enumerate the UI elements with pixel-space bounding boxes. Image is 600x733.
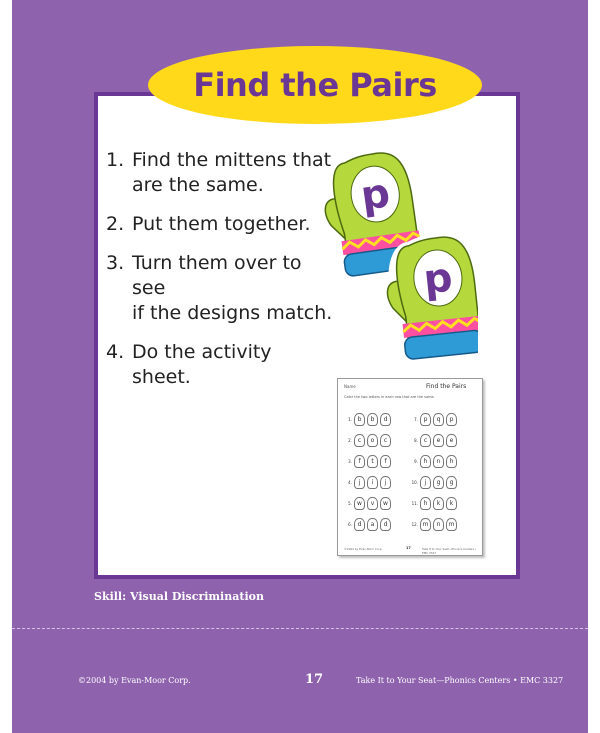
sheet-mitten-letter: f bbox=[380, 455, 391, 468]
mitten-letter: p bbox=[357, 170, 393, 220]
sheet-mitten-letter: e bbox=[433, 434, 444, 447]
step-1 bbox=[106, 148, 336, 198]
step-number: 1. bbox=[106, 149, 125, 171]
sheet-footer-left: ©2004 by Evan-Moor Corp. bbox=[344, 547, 383, 551]
sheet-name-label: Name bbox=[344, 384, 356, 389]
sheet-mitten-letter: n bbox=[433, 455, 444, 468]
sheet-row bbox=[344, 409, 476, 430]
sheet-row-number: 11. bbox=[411, 501, 418, 506]
sheet-mitten-letter: h bbox=[446, 455, 457, 468]
sheet-row-number: 3. bbox=[348, 459, 352, 464]
sheet-mitten-letter: m bbox=[420, 518, 431, 531]
sheet-row-group bbox=[410, 455, 476, 468]
sheet-row-group bbox=[410, 476, 476, 489]
sheet-row-number: 12. bbox=[411, 522, 418, 527]
sheet-title: Find the Pairs bbox=[426, 383, 467, 390]
sheet-row-group bbox=[344, 413, 410, 426]
sheet-mitten-letter: h bbox=[420, 497, 431, 510]
sheet-row-number: 5. bbox=[348, 501, 352, 506]
sheet-mitten-letter: v bbox=[367, 497, 378, 510]
sheet-row-number: 6. bbox=[348, 522, 352, 527]
sheet-mitten-letter: d bbox=[380, 413, 391, 426]
sheet-mitten-letter: w bbox=[380, 497, 391, 510]
step-line: Put them together. bbox=[132, 213, 311, 235]
footer-page-number: 17 bbox=[305, 672, 324, 687]
step-number: 3. bbox=[106, 252, 125, 274]
sheet-mitten-letter: k bbox=[433, 497, 444, 510]
sheet-mitten-letter: q bbox=[433, 413, 444, 426]
step-2 bbox=[106, 212, 336, 237]
sheet-mitten-letter: c bbox=[380, 434, 391, 447]
sheet-row-number: 1. bbox=[348, 417, 352, 422]
step-text bbox=[132, 251, 336, 326]
sheet-mitten-letter: j bbox=[380, 476, 391, 489]
sheet-mitten-letter: w bbox=[354, 497, 365, 510]
sheet-mitten-letter: b bbox=[367, 413, 378, 426]
sheet-mitten-letter: h bbox=[420, 455, 431, 468]
sheet-row-group bbox=[344, 455, 410, 468]
sheet-row-number: 9. bbox=[414, 459, 418, 464]
sheet-mitten-letter: m bbox=[446, 518, 457, 531]
footer-book-title: Take It to Your Seat—Phonics Centers • EMC 3327 bbox=[356, 676, 564, 685]
activity-sheet-thumbnail bbox=[337, 378, 483, 556]
sheet-footer-right: Take It to Your Seat—Phonics Centers • EMC 3327 bbox=[422, 547, 477, 555]
sheet-row bbox=[344, 451, 476, 472]
step-text bbox=[132, 340, 336, 390]
sheet-row bbox=[344, 493, 476, 514]
step-3 bbox=[106, 251, 336, 326]
step-4 bbox=[106, 340, 336, 390]
sheet-mitten-letter: j bbox=[420, 476, 431, 489]
step-text bbox=[132, 212, 336, 237]
sheet-row bbox=[344, 514, 476, 535]
sheet-mitten-letter: p bbox=[446, 413, 457, 426]
sheet-row-group bbox=[410, 434, 476, 447]
sheet-mitten-letter: c bbox=[420, 434, 431, 447]
step-line: Turn them over to see bbox=[132, 252, 302, 299]
sheet-mitten-letter: n bbox=[433, 518, 444, 531]
sheet-row-number: 10. bbox=[411, 480, 418, 485]
cut-line-divider bbox=[12, 628, 588, 629]
sheet-mitten-letter: o bbox=[367, 434, 378, 447]
sheet-row bbox=[344, 472, 476, 493]
footer-copyright: ©2004 by Evan-Moor Corp. bbox=[78, 676, 191, 685]
sheet-mitten-letter: d bbox=[380, 518, 391, 531]
sheet-row-number: 4. bbox=[348, 480, 352, 485]
sheet-mitten-letter: c bbox=[354, 434, 365, 447]
sheet-instructions: Color the two letters in each row that are the same. bbox=[344, 395, 435, 399]
sheet-row bbox=[344, 430, 476, 451]
instruction-list bbox=[106, 148, 336, 404]
sheet-mitten-letter: b bbox=[354, 413, 365, 426]
skill-label: Skill: Visual Discrimination bbox=[94, 590, 264, 603]
sheet-row-group bbox=[410, 497, 476, 510]
sheet-row-group bbox=[344, 434, 410, 447]
sheet-mitten-letter: p bbox=[420, 413, 431, 426]
sheet-row-number: 7. bbox=[414, 417, 418, 422]
sheet-mitten-letter: a bbox=[367, 518, 378, 531]
mitten-letter: p bbox=[421, 254, 455, 304]
step-number: 4. bbox=[106, 341, 125, 363]
title-banner bbox=[148, 46, 482, 124]
sheet-mitten-letter: t bbox=[367, 455, 378, 468]
sheet-mitten-letter: k bbox=[446, 497, 457, 510]
step-line: if the designs match. bbox=[132, 302, 333, 324]
step-text bbox=[132, 148, 336, 198]
sheet-mitten-letter: d bbox=[354, 518, 365, 531]
mitten-icon bbox=[382, 233, 478, 360]
sheet-mitten-letter: j bbox=[354, 476, 365, 489]
sheet-mitten-letter: g bbox=[446, 476, 457, 489]
page-title: Find the Pairs bbox=[193, 66, 437, 104]
sheet-row-number: 8. bbox=[414, 438, 418, 443]
sheet-mitten-letter: g bbox=[433, 476, 444, 489]
sheet-row-group bbox=[410, 413, 476, 426]
sheet-row-number: 2. bbox=[348, 438, 352, 443]
sheet-rows bbox=[344, 409, 476, 535]
sheet-mitten-letter: i bbox=[367, 476, 378, 489]
sheet-row-group bbox=[410, 518, 476, 531]
mittens-illustration bbox=[318, 140, 478, 360]
sheet-row-group bbox=[344, 497, 410, 510]
step-line: Do the activity sheet. bbox=[132, 341, 272, 388]
sheet-row-group bbox=[344, 476, 410, 489]
sheet-footer-page: 17 bbox=[406, 546, 411, 550]
sheet-mitten-letter: e bbox=[446, 434, 457, 447]
step-number: 2. bbox=[106, 213, 125, 235]
sheet-row-group bbox=[344, 518, 410, 531]
step-line: Find the mittens that bbox=[132, 149, 332, 171]
step-line: are the same. bbox=[132, 174, 264, 196]
sheet-mitten-letter: f bbox=[354, 455, 365, 468]
